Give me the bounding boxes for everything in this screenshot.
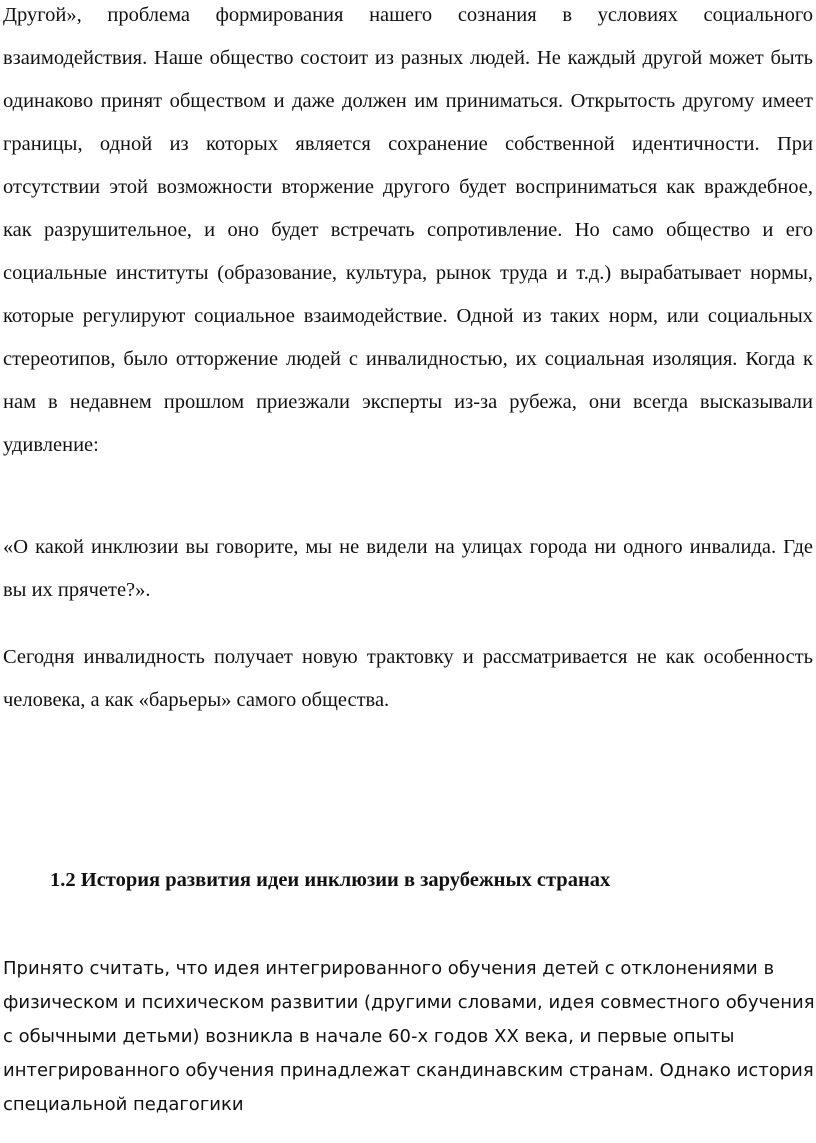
quote-paragraph: «О какой инклюзии вы говорите, мы не видели на улицах города ни одного инвалида. Где вы их прячете?». — [3, 536, 813, 601]
body-paragraph: Принято считать, что идея интегрированного обучения детей с отклонениями в физическом и психическом развитии (другими словами, идея совместного обучения с обычными детьми) возникла в начале 60-х годов XX века, и первые опыты интегрированного обучения принадлежат скандинавским странам. Однако история специальной педагогики — [3, 958, 815, 1115]
body-paragraph: Другой», проблема формирования нашего сознания в условиях социального взаимодействия. Наше общество состоит из разных людей. Не каждый другой может быть одинаково принят обществом и даже должен им приниматься. Открытость другому имеет границы, одной из которых является сохранение собственной идентичности. При отсутствии этой возможности вторжение другого будет восприниматься как враждебное, как разрушительное, и оно будет встречать сопротивление. Но само общество и его социальные институты (образование, культура, рынок труда и т.д.) вырабатывает нормы, которые регулируют социальное взаимодействие. Одной из таких норм, или социальных стереотипов, было отторжение людей с инвалидностью, их социальная изоляция. Когда к нам в недавнем прошлом приезжали эксперты из-за рубежа, они всегда высказывали удивление: — [3, 4, 813, 456]
body-paragraph: Сегодня инвалидность получает новую трактовку и рассматривается не как особенность человека, а как «барьеры» самого общества. — [3, 646, 813, 711]
section-heading: 1.2 История развития идеи инклюзии в зарубежных странах — [50, 869, 611, 891]
